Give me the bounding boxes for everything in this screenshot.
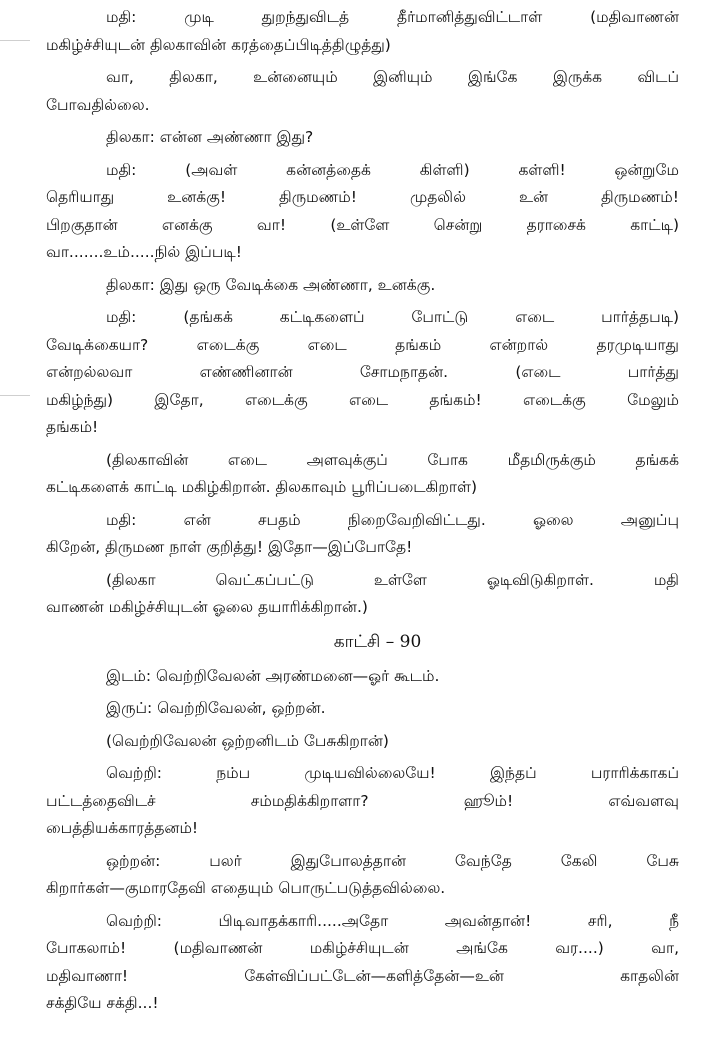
text-line: வெற்றி: பிடிவாதக்காரி.....அதோ அவன்தான்! சரி, நீ xyxy=(106,911,679,930)
paragraph xyxy=(46,848,679,903)
paragraph xyxy=(46,64,679,119)
text-line: கட்டிகளைக் காட்டி மகிழ்கிறான். திலகாவும் பூரிப்படைகிறாள்) xyxy=(46,478,478,496)
text-line: மதி: என் சபதம் நிறைவேறிவிட்டது. ஓலை அனுப்பு xyxy=(106,510,679,529)
text-line: போவதில்லை. xyxy=(46,95,150,114)
text-line: வேடிக்கையா? எடைக்கு எடை தங்கம் என்றால் தரமுடியாது xyxy=(46,335,679,354)
text-line: தங்கம்! xyxy=(46,418,99,436)
text-line: போகலாம்! (மதிவாணன் மகிழ்ச்சியுடன் அங்கே வர....) வா, xyxy=(46,939,679,957)
paragraph xyxy=(46,728,679,756)
text-line: வாணன் மகிழ்ச்சியுடன் ஓலை தயாரிக்கிறான்.) xyxy=(46,598,368,616)
paragraph xyxy=(46,760,679,843)
paragraph xyxy=(46,908,679,1018)
text-line: ஒற்றன்: பலர் இதுபோலத்தான் வேந்தே கேலி பேசு xyxy=(106,851,679,870)
text-line: (வெற்றிவேலன் ஒற்றனிடம் பேசுகிறான்) xyxy=(106,731,389,750)
text-line: (திலகா வெட்கப்பட்டு உள்ளே ஓடிவிடுகிறாள். மதி xyxy=(106,570,679,589)
text-line: வா.......உம்.....நில் இப்படி! xyxy=(46,243,242,261)
text-line: (திலகாவின் எடை அளவுக்குப் போக மீதமிருக்கும் தங்கக் xyxy=(106,450,679,469)
text-line: திலகா: என்ன அண்ணா இது? xyxy=(106,128,314,146)
paragraph xyxy=(46,447,679,502)
text-line: கிறேன், திருமண நாள் குறித்து! இதோ—இப்போதே! xyxy=(46,538,413,556)
paragraph xyxy=(46,507,679,562)
text-line: வெற்றி: நம்ப முடியவில்லையே! இந்தப் பராரிக்காகப் xyxy=(106,764,679,782)
paragraph xyxy=(46,663,679,691)
paragraph xyxy=(46,4,679,59)
text-line: மதி: முடி துறந்துவிடத் தீர்மானித்துவிட்டாள் (மதிவாணன் xyxy=(106,8,679,26)
text-line: என்றல்லவா எண்ணினான் சோமநாதன். (எடை பார்த்து xyxy=(46,363,679,381)
text-line: கிறார்கள்—குமாரதேவி எதையும் பொருட்படுத்தவில்லை. xyxy=(46,879,446,897)
text-line: மகிழ்ச்சியுடன் திலகாவின் கரத்தைப்பிடித்திழுத்து) xyxy=(46,35,391,54)
scan-margin-mark xyxy=(0,40,30,41)
text-line: இருப்: வெற்றிவேலன், ஒற்றன். xyxy=(106,699,326,717)
text-line: பிறகுதான் எனக்கு வா! (உள்ளே சென்று தராசைக் காட்டி) xyxy=(46,215,679,234)
text-line: மதி: (தங்கக் கட்டிகளைப் போட்டு எடை பார்த்தபடி) xyxy=(106,308,679,326)
text-line: பட்டத்தைவிடச் சம்மதிக்கிறாளா? ஹூம்! எவ்வளவு xyxy=(46,791,679,810)
text-line: மதி: (அவள் கன்னத்தைக் கிள்ளி) கள்ளி! ஒன்றுமே xyxy=(106,160,679,179)
paragraph xyxy=(46,124,679,152)
paragraph xyxy=(46,272,679,300)
text-line: மதிவாணா! கேள்விப்பட்டேன்—களித்தேன்—உன் காதலின் xyxy=(46,966,679,985)
text-line: மகிழ்ந்து) இதோ, எடைக்கு எடை தங்கம்! எடைக்கு மேலும் xyxy=(46,390,679,409)
paragraph xyxy=(46,304,679,442)
scene-heading: காட்சி – 90 xyxy=(333,631,422,652)
text-line: சக்தியே சக்தி...! xyxy=(46,994,159,1012)
paragraph xyxy=(46,157,679,267)
text-line: தெரியாது உனக்கு! திருமணம்! முதலில் உன் திருமணம்! xyxy=(46,188,679,206)
script-text-part-1 xyxy=(46,4,679,622)
text-line: இடம்: வெற்றிவேலன் அரண்மனை—ஓர் கூடம். xyxy=(106,666,440,685)
text-line: வா, திலகா, உன்னையும் இனியும் இங்கே இருக்க விடப் xyxy=(106,68,679,86)
paragraph xyxy=(46,567,679,622)
text-line: பைத்தியக்காரத்தனம்! xyxy=(46,819,199,837)
text-line: திலகா: இது ஒரு வேடிக்கை அண்ணா, உனக்கு. xyxy=(106,275,436,294)
paragraph xyxy=(46,695,679,723)
scan-margin-mark xyxy=(0,395,30,396)
script-text-part-2 xyxy=(46,663,679,1018)
